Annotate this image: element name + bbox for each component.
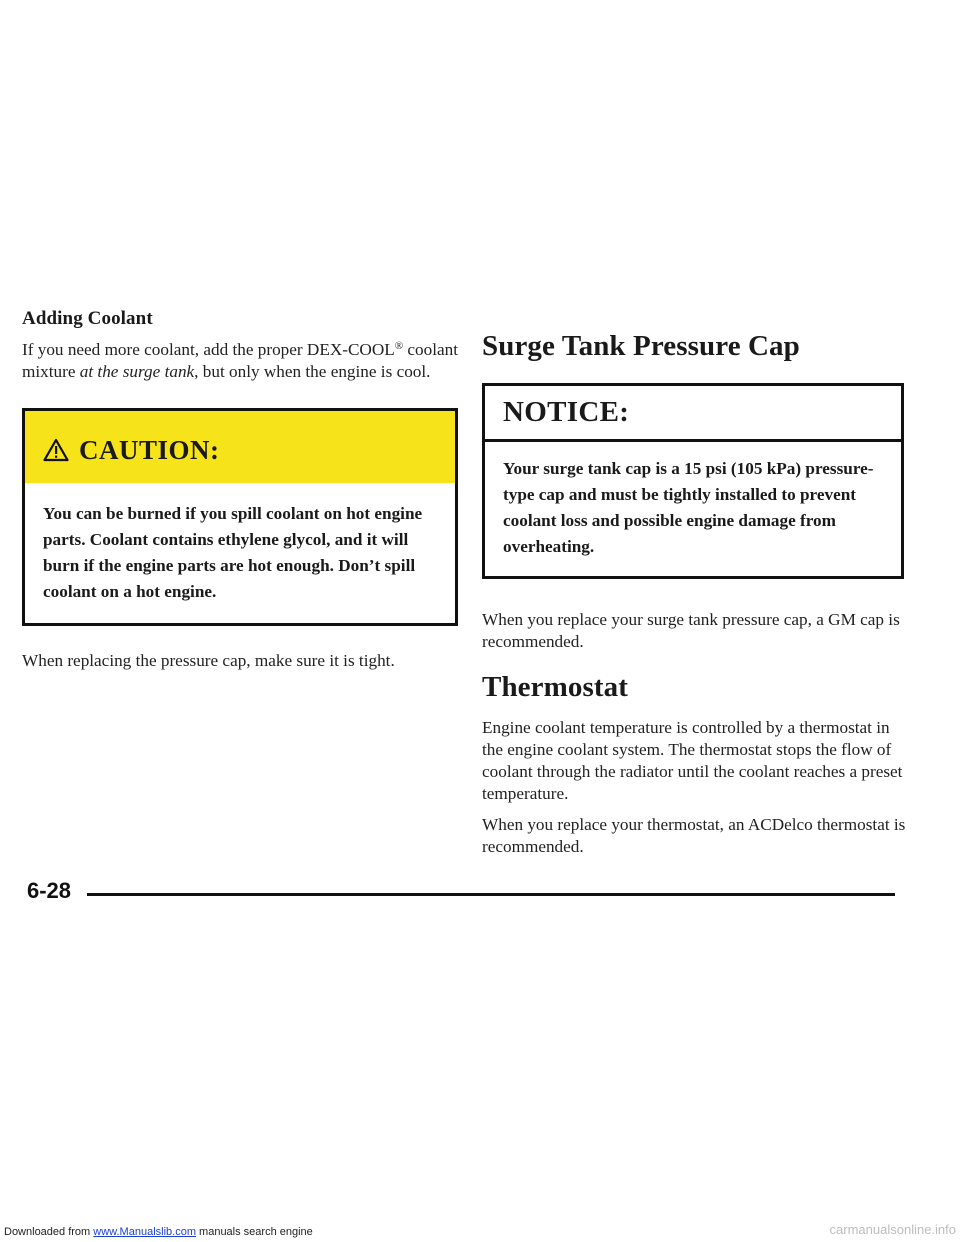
left-column xyxy=(22,308,458,672)
banner-suffix: manuals search engine xyxy=(195,1226,313,1238)
surge-tank-emphasis: at the surge tank xyxy=(79,362,195,381)
adding-coolant-paragraph xyxy=(22,339,458,383)
surge-cap-paragraph: When you replace your surge tank pressure cap, a GM cap is recommended. xyxy=(482,610,900,651)
watermark: carmanualsonline.info xyxy=(829,1222,956,1237)
caution-header xyxy=(25,411,455,483)
notice-label: NOTICE: xyxy=(485,386,901,442)
thermostat-replace-paragraph: When you replace your thermostat, an ACDelco thermostat is recommended. xyxy=(482,815,906,856)
surge-tank-pressure-cap-title: Surge Tank Pressure Cap xyxy=(482,330,800,362)
footer-rule xyxy=(87,893,895,896)
banner-prefix: Downloaded from xyxy=(4,1226,94,1238)
warning-triangle-icon xyxy=(43,438,69,462)
page-number: 6-28 xyxy=(27,878,72,903)
para1-text-a: If you need more coolant, add the proper DEX-COOL xyxy=(22,340,395,359)
caution-text: You can be burned if you spill coolant on hot engine parts. Coolant contains ethylene glycol, and it will burn if the engine parts are hot enough. Don’t spill coolant on a hot engine. xyxy=(43,504,423,601)
notice-text: Your surge tank cap is a 15 psi (105 kPa) pressure-type cap and must be tightly installed to prevent coolant loss and possible engine damage from overheating. xyxy=(503,459,874,556)
download-banner xyxy=(4,1226,313,1238)
pressure-cap-paragraph: When replacing the pressure cap, make sure it is tight. xyxy=(22,651,395,670)
adding-coolant-heading: Adding Coolant xyxy=(22,308,153,329)
notice-box xyxy=(482,383,904,579)
right-column xyxy=(482,330,912,858)
para1-text-b: coolant mixture xyxy=(22,340,459,381)
page-footer xyxy=(27,878,895,902)
para1-text-c: , but only when the engine is cool. xyxy=(194,362,431,381)
thermostat-paragraph: Engine coolant temperature is controlled by a thermostat in the engine coolant system. The thermostat stops the flow of coolant through the radiator until the coolant reaches a preset temperature. xyxy=(482,718,903,803)
manualslib-link[interactable]: www.Manualslib.com xyxy=(93,1226,196,1238)
thermostat-title: Thermostat xyxy=(482,671,628,703)
registered-mark: ® xyxy=(394,340,404,352)
caution-box xyxy=(22,408,458,626)
caution-label: CAUTION: xyxy=(79,434,220,465)
